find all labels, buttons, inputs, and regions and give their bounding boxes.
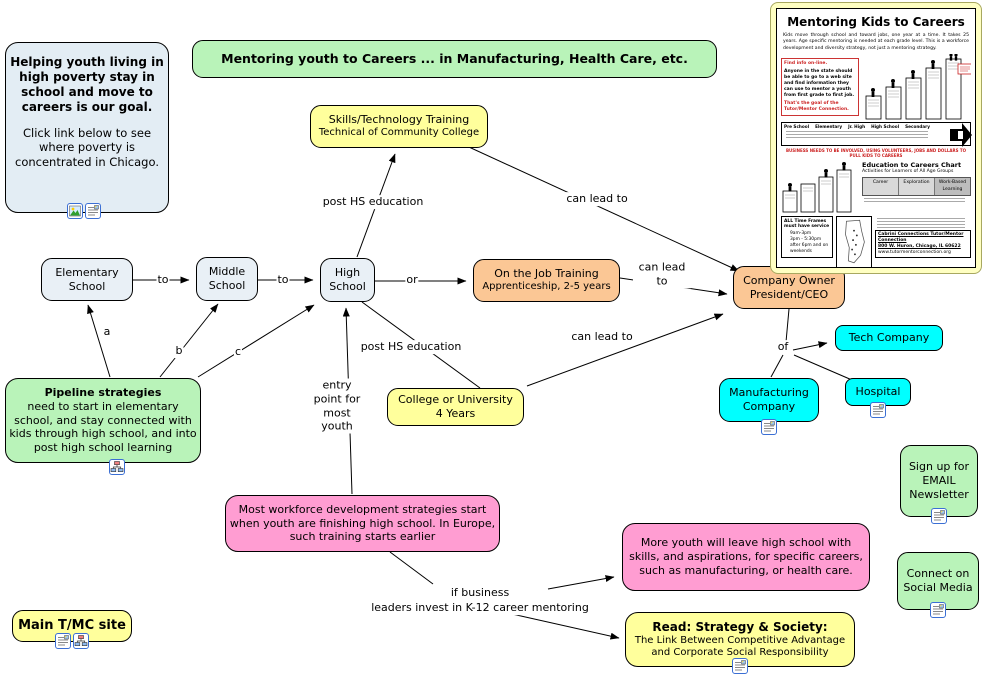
document-icon[interactable] (85, 203, 101, 219)
document-icon[interactable] (761, 419, 777, 435)
poster-org-address: 800 W. Huron, Chicago, IL 60622 (878, 243, 961, 249)
node-label: Hospital (855, 385, 901, 399)
edge-label-to-moreyouth (548, 577, 614, 589)
poster-grade-header: Secondary (905, 123, 930, 129)
node-label: Connect on Social Media (903, 567, 973, 594)
edge-label-if-business-2: leaders invest in K-12 career mentoring (371, 601, 589, 615)
node-email-newsletter[interactable] (900, 445, 978, 517)
manufacturing-resource-icons (761, 419, 777, 435)
pipeline-resource-icons (109, 459, 125, 475)
edge-label-can-lead-college: can lead to (571, 330, 633, 344)
node-college-university[interactable] (387, 388, 524, 426)
node-body: The Link Between Competitive Advantage and Corporate Social Responsibility (634, 634, 846, 658)
concept-map-icon[interactable] (109, 459, 125, 475)
poster-chart-title: Education to Careers Chart (862, 160, 962, 169)
node-more-youth-outcome[interactable] (622, 523, 870, 591)
edge-label-of: of (777, 340, 789, 354)
text-line-placeholder (877, 227, 965, 228)
node-tech-company[interactable] (835, 325, 943, 351)
node-label: On the Job Training (494, 267, 599, 281)
poster-intro: Kids move through school and toward jobs, one year at a time. It takes 25 years. Age specific mentoring is needed at each grade level. This is a workforce development and diversity strategy, not just a mentoring strategy. (783, 33, 969, 51)
poster-bar-segment: Exploration (899, 178, 935, 194)
edge-of-to-manufacturing (771, 355, 783, 377)
text-line-placeholder (786, 131, 928, 132)
node-label: Most workforce development strategies start when youth are finishing high school. In Europe, such training starts earlier (229, 502, 496, 544)
edge-pipeline-a (88, 305, 110, 377)
edge-label-if-business-1: if business (450, 586, 510, 600)
poster-grade-header: Elementary (815, 123, 843, 129)
info-box-poverty-goal[interactable] (5, 42, 169, 213)
node-label: Manufacturing Company (729, 386, 809, 413)
document-icon[interactable] (55, 633, 71, 649)
node-label: High School (329, 266, 366, 293)
node-sublabel: President/CEO (749, 287, 829, 301)
poster-pipeline-table (781, 122, 971, 146)
edge-label-a: a (103, 325, 111, 339)
edge-label-to-1: to (157, 273, 169, 287)
edge-label-post-hs-college: post HS education (360, 340, 462, 354)
edge-label-post-hs-skills: post HS education (322, 195, 424, 209)
poster-find-title: Find info on-line. (784, 60, 828, 66)
document-icon[interactable] (732, 658, 748, 674)
poster-address-block (875, 216, 971, 258)
poster-times-title: ALL Time Frames must have service (784, 218, 830, 230)
page-title (192, 40, 717, 78)
node-label: Middle School (208, 265, 246, 292)
document-icon[interactable] (931, 508, 947, 524)
node-middle-school[interactable] (196, 257, 258, 301)
text-line-placeholder (786, 137, 928, 138)
info-box-body: Click link below to see where poverty is concentrated in Chicago. (15, 126, 159, 169)
node-label: Skills/Technology Training (328, 113, 470, 127)
poster-time-item: • after 6pm and on weekends (790, 243, 830, 255)
poster-chicago-map (836, 216, 872, 268)
newsletter-resource-icons (931, 508, 947, 524)
node-on-the-job-training[interactable] (473, 259, 620, 302)
node-manufacturing-company[interactable] (719, 378, 819, 422)
edge-of-to-tech (793, 343, 827, 350)
edge-label-can-lead-skills: can lead to (566, 192, 628, 206)
mentoring-kids-poster[interactable] (770, 2, 982, 274)
poster-careers-arrow (950, 123, 972, 147)
edge-label-can-lead-to-ojt: can lead to (633, 260, 691, 288)
node-sublabel: Technical of Community College (318, 127, 480, 139)
poster-times-box (781, 216, 833, 259)
document-icon[interactable] (870, 402, 886, 418)
poster-business-line: BUSINESS NEEDS TO BE INVOLVED, USING VOLUNTEERS, JOBS AND DOLLARS TO PULL KIDS TO CAREERS (785, 147, 967, 159)
read-resource-icons (732, 658, 748, 674)
edge-label-or: or (406, 273, 418, 287)
node-workforce-strategies[interactable] (225, 495, 500, 552)
edge-skills-to-company (458, 142, 739, 271)
poster-org-url: www.tutormentorconnection.org (878, 249, 951, 255)
node-label: More youth will leave high school with skills, and aspirations, for specific careers, such as manufacturing, or health care. (629, 536, 863, 577)
poster-grade-header: Jr. High (848, 123, 866, 129)
text-line-placeholder (877, 221, 965, 222)
text-line-placeholder (877, 218, 965, 219)
image-icon[interactable] (67, 203, 83, 219)
poster-staircase-graphic-2 (781, 161, 859, 213)
text-line-placeholder (786, 134, 928, 135)
poster-grade-header: Pre School (784, 123, 810, 129)
node-pipeline-strategies[interactable] (5, 378, 201, 463)
page-title-text: Mentoring youth to Careers ... in Manufacturing, Health Care, etc. (221, 51, 688, 67)
poster-find-info-box (781, 58, 859, 117)
concept-map-icon[interactable] (73, 633, 89, 649)
node-label: College or University (398, 393, 513, 407)
social-resource-icons (930, 602, 946, 618)
node-high-school[interactable] (320, 258, 375, 302)
poster-bar-segment: Work-Based Learning (935, 178, 970, 194)
poster-org-name: Cabrini Connections Tutor/Mentor Connection (878, 231, 964, 243)
poster-inner (776, 8, 976, 268)
edge-label-to-2: to (277, 273, 289, 287)
node-sublabel: 4 Years (435, 407, 476, 420)
node-heading: Read: Strategy & Society: (652, 619, 828, 634)
poster-grade-header: High School (871, 123, 900, 129)
poster-staircase-graphic (862, 54, 971, 120)
poster-career-bar (862, 177, 971, 195)
document-icon[interactable] (930, 602, 946, 618)
edge-label-entry-point: entry point for most youth (311, 379, 363, 434)
node-label: Company Owner (743, 273, 835, 287)
text-line-placeholder (864, 201, 965, 202)
info-box-resource-icons (67, 203, 101, 219)
text-line-placeholder (877, 224, 965, 225)
node-label: Main T/MC site (18, 617, 126, 633)
edge-of-to-hospital (794, 355, 852, 380)
poster-time-item: • 3pm - 5:30pm (790, 237, 830, 243)
poster-chart-subtitle: Activities for Learners of All Age Groups (862, 169, 954, 175)
edge-pipeline-b (160, 304, 218, 377)
poster-bar-segment: Career (863, 178, 899, 194)
main-site-resource-icons (55, 633, 89, 649)
poster-find-goal: That's the goal of the Tutor/Mentor Connection. (784, 101, 849, 113)
node-sublabel: Apprenticeship, 2-5 years (482, 281, 611, 293)
edge-company-to-of (786, 309, 789, 342)
node-elementary-school[interactable] (41, 258, 133, 301)
edge-workforce-to-label (390, 552, 433, 584)
text-line-placeholder (864, 198, 965, 199)
poster-title: Mentoring Kids to Careers (787, 15, 965, 29)
node-body: need to start in elementary school, and stay connected with kids through high school, and into post high school learning (9, 399, 197, 455)
edge-pipeline-c (198, 305, 314, 377)
node-skills-technology-training[interactable] (310, 105, 488, 148)
poster-find-body: Anyone in the state should be able to go to a web site and find information they can use to mentor a youth from first grade to first job. (784, 68, 855, 99)
node-label: Tech Company (848, 331, 930, 345)
info-box-heading: Helping youth living in high poverty stay in school and move to careers is our goal. (10, 55, 164, 114)
edge-label-c: c (234, 345, 242, 359)
edge-label-to-read (512, 614, 619, 638)
edge-college-to-company (527, 314, 723, 386)
poster-time-item: • 9am-3pm (790, 231, 830, 237)
edge-label-b: b (175, 344, 183, 358)
node-label: Sign up for EMAIL Newsletter (908, 460, 970, 501)
hospital-resource-icons (870, 402, 886, 418)
node-label: Elementary School (55, 265, 119, 293)
node-heading: Pipeline strategies (44, 386, 162, 400)
